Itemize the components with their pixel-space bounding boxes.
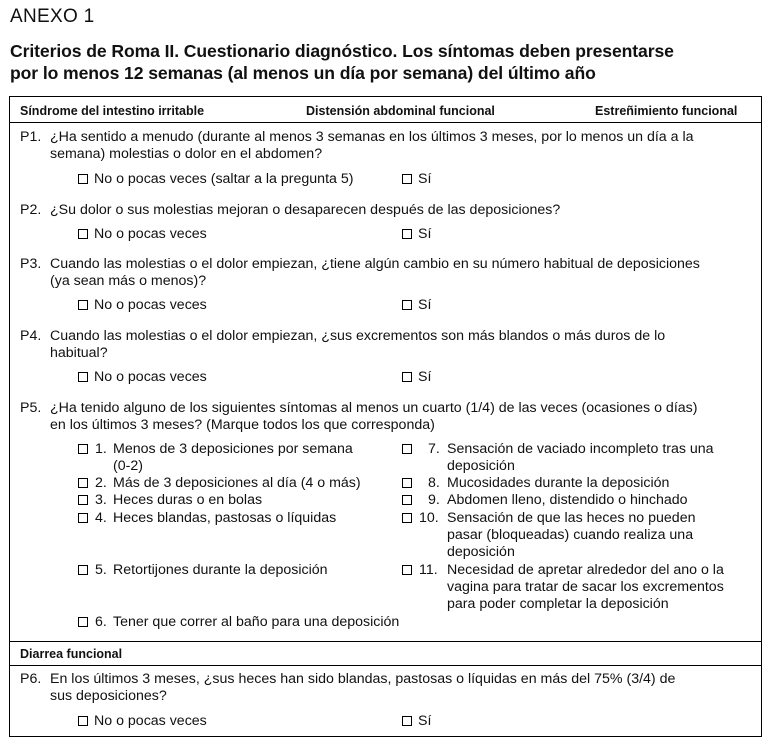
option-label: Sí — [418, 297, 432, 313]
question-number: P5. — [20, 400, 42, 416]
symptom-text: Mucosidades durante la deposición — [447, 475, 670, 491]
question-number: P2. — [20, 202, 42, 218]
checkbox[interactable] — [78, 565, 88, 575]
question-text-line: ¿Ha tenido alguno de los siguientes síntomas al menos un cuarto (1/4) de las veces (ocasiones o días) — [50, 400, 698, 416]
symptom-number: 4. — [95, 510, 107, 526]
symptom-4[interactable] — [78, 510, 398, 527]
symptom-text: Menos de 3 deposiciones por semana — [113, 441, 353, 457]
symptom-text: deposición — [447, 458, 515, 474]
option-label: No o pocas veces (saltar a la pregunta 5) — [94, 171, 354, 187]
symptom-text: Retortijones durante la deposición — [113, 562, 328, 578]
question-text-line: ¿Su dolor o sus molestias mejoran o desaparecen después de las deposiciones? — [50, 202, 561, 218]
question-text-line: ¿Ha sentido a menudo (durante al menos 3 semanas en los últimos 3 meses, por lo menos un día a la — [50, 129, 694, 145]
p4-option-yes[interactable] — [402, 369, 431, 386]
option-label: No o pocas veces — [94, 226, 207, 242]
symptom-text: pasar (bloqueadas) cuando realiza una — [447, 527, 694, 543]
checkbox[interactable] — [402, 372, 412, 382]
title-line-2: por lo menos 12 semanas (al menos un día por semana) del último año — [10, 63, 596, 83]
symptom-6[interactable] — [78, 614, 438, 631]
symptom-text: Heces duras o en bolas — [113, 492, 263, 508]
checkbox[interactable] — [78, 372, 88, 382]
question-text-line: Cuando las molestias o el dolor empiezan, ¿tiene algún cambio en su número habitual de deposiciones — [50, 256, 700, 272]
symptom-text: para poder completar la deposición — [447, 596, 669, 612]
checkbox[interactable] — [402, 513, 412, 523]
section-divider — [10, 641, 761, 642]
option-label: Sí — [418, 171, 432, 187]
checkbox[interactable] — [402, 444, 412, 454]
symptom-text: Sensación de que las heces no pueden — [447, 510, 696, 526]
p6-option-no[interactable] — [78, 713, 207, 730]
symptom-number: 6. — [95, 614, 107, 630]
symptom-10[interactable] — [402, 510, 752, 561]
header-ibs: Síndrome del intestino irritable — [20, 104, 205, 118]
checkbox[interactable] — [78, 513, 88, 523]
questionnaire-form — [9, 96, 762, 737]
symptom-5[interactable] — [78, 562, 398, 579]
symptom-number: 3. — [95, 492, 107, 508]
section-divider — [10, 665, 761, 666]
header-constipation: Estreñimiento funcional — [595, 104, 738, 118]
document-title — [10, 40, 770, 84]
header-bloating: Distensión abdominal funcional — [306, 104, 495, 118]
symptom-text: Heces blandas, pastosas o líquidas — [113, 510, 337, 526]
p3-option-yes[interactable] — [402, 297, 431, 314]
checkbox[interactable] — [78, 495, 88, 505]
checkbox[interactable] — [402, 565, 412, 575]
checkbox[interactable] — [78, 716, 88, 726]
p6-option-yes[interactable] — [402, 713, 431, 730]
symptom-number: 7. — [428, 441, 440, 457]
p1-option-no[interactable] — [78, 171, 353, 188]
symptom-text: Más de 3 deposiciones al día (4 o más) — [113, 475, 361, 491]
symptom-text: Sensación de vaciado incompleto tras una — [447, 441, 714, 457]
checkbox[interactable] — [78, 617, 88, 627]
symptom-text: (0-2) — [113, 458, 143, 474]
checkbox[interactable] — [402, 478, 412, 488]
symptom-number: 5. — [95, 562, 107, 578]
checkbox[interactable] — [402, 495, 412, 505]
question-text-line: habitual? — [50, 345, 108, 361]
question-text-line: en los últimos 3 meses? (Marque todos los que corresponda) — [50, 417, 435, 433]
checkbox[interactable] — [402, 716, 412, 726]
question-text-line: Cuando las molestias o el dolor empiezan, ¿sus excrementos son más blandos o más duros de lo — [50, 328, 666, 344]
option-label: No o pocas veces — [94, 369, 207, 385]
symptom-2[interactable] — [78, 475, 398, 492]
p2-option-no[interactable] — [78, 226, 207, 243]
symptom-number: 8. — [428, 475, 440, 491]
symptom-11[interactable] — [402, 562, 752, 613]
symptom-text: deposición — [447, 544, 515, 560]
symptom-number: 11. — [419, 562, 438, 578]
checkbox[interactable] — [78, 444, 88, 454]
question-text-line: En los últimos 3 meses, ¿sus heces han sido blandas, pastosas o líquidas en más del 75% (3/4) de — [50, 671, 676, 687]
annex-label: ANEXO 1 — [10, 6, 95, 27]
question-number: P4. — [20, 328, 42, 344]
checkbox[interactable] — [78, 174, 88, 184]
checkbox[interactable] — [78, 229, 88, 239]
question-text-line: semana) molestias o dolor en el abdomen? — [50, 146, 323, 162]
p4-option-no[interactable] — [78, 369, 207, 386]
option-label: Sí — [418, 713, 432, 729]
title-line-1: Criterios de Roma II. Cuestionario diagnóstico. Los síntomas deben presentarse — [10, 41, 674, 61]
question-number: P6. — [20, 671, 42, 687]
checkbox[interactable] — [78, 478, 88, 488]
question-text-line: (ya sean más o menos)? — [50, 273, 207, 289]
symptom-3[interactable] — [78, 492, 398, 509]
symptom-number: 10. — [419, 510, 439, 526]
question-number: P3. — [20, 256, 42, 272]
option-label: Sí — [418, 369, 432, 385]
checkbox[interactable] — [402, 174, 412, 184]
p3-option-no[interactable] — [78, 297, 207, 314]
checkbox[interactable] — [402, 300, 412, 310]
checkbox[interactable] — [402, 229, 412, 239]
symptom-1[interactable] — [78, 441, 398, 475]
symptom-text: Abdomen lleno, distendido o hinchado — [447, 492, 688, 508]
question-number: P1. — [20, 129, 42, 145]
section-title-functional-diarrhea: Diarrea funcional — [20, 647, 123, 661]
symptom-8[interactable] — [402, 475, 752, 492]
question-text-line: sus deposiciones? — [50, 688, 167, 704]
symptom-9[interactable] — [402, 492, 752, 509]
symptom-number: 2. — [95, 475, 107, 491]
symptom-text: Necesidad de apretar alrededor del ano o la — [447, 562, 724, 578]
category-header — [10, 97, 761, 123]
option-label: No o pocas veces — [94, 297, 207, 313]
symptom-number: 9. — [428, 492, 440, 508]
checkbox[interactable] — [78, 300, 88, 310]
symptom-text: Tener que correr al baño para una deposición — [113, 614, 400, 630]
p1-option-yes[interactable] — [402, 171, 431, 188]
p2-option-yes[interactable] — [402, 226, 431, 243]
option-label: No o pocas veces — [94, 713, 207, 729]
symptom-text: vagina para tratar de sacar los excrementos — [447, 579, 724, 595]
option-label: Sí — [418, 226, 432, 242]
symptom-7[interactable] — [402, 441, 752, 475]
symptom-number: 1. — [95, 441, 107, 457]
